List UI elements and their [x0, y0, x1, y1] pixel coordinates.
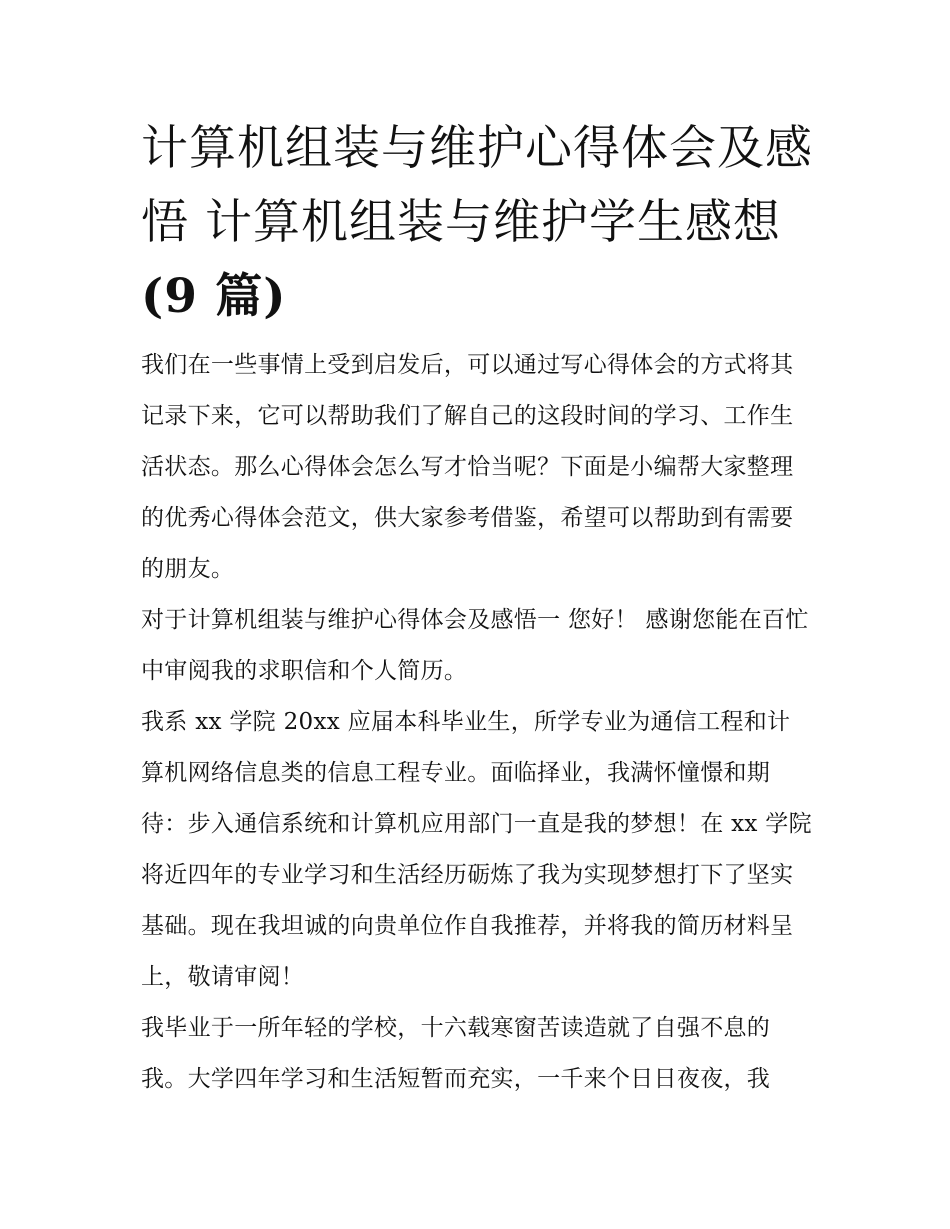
document-page [141, 112, 813, 1105]
paragraph-education: 我毕业于一所年轻的学校，十六载寒窗苦读造就了自强不息的我。大学四年学习和生活短暂而充实，一千来个日日夜夜，我 [141, 1015, 771, 1092]
title-count-text: (9 篇) [141, 269, 287, 324]
paragraph-intro: 我们在一些事情上受到启发后，可以通过写心得体会的方式将其记录下来，它可以帮助我们了解自己的这段时间的学习、工作生活状态。那么心得体会怎么写才恰当呢？下面是小编帮大家整理的优秀心得体会范文，供大家参考借鉴，希望可以帮助到有需要的朋友。 [141, 352, 794, 582]
document-title [141, 112, 813, 334]
paragraph-greeting: 对于计算机组装与维护心得体会及感悟一 您好！ 感谢您能在百忙中审阅我的求职信和个人简历。 [141, 607, 809, 684]
title-main-text: 计算机组装与维护心得体会及感悟 计算机组装与维护学生感想 [141, 121, 813, 250]
paragraph-background: 我系 xx 学院 20xx 应届本科毕业生，所学专业为通信工程和计算机网络信息类的信息工程专业。面临择业，我满怀憧憬和期待：步入通信系统和计算机应用部门一直是我的梦想！在 xx 学院将近四年的专业学习和生活经历砺炼了我为实现梦想打下了坚实基础。现在我坦诚的向贵单位作自我推荐，并将我的简历材料呈上，敬请审阅！ [141, 709, 812, 990]
